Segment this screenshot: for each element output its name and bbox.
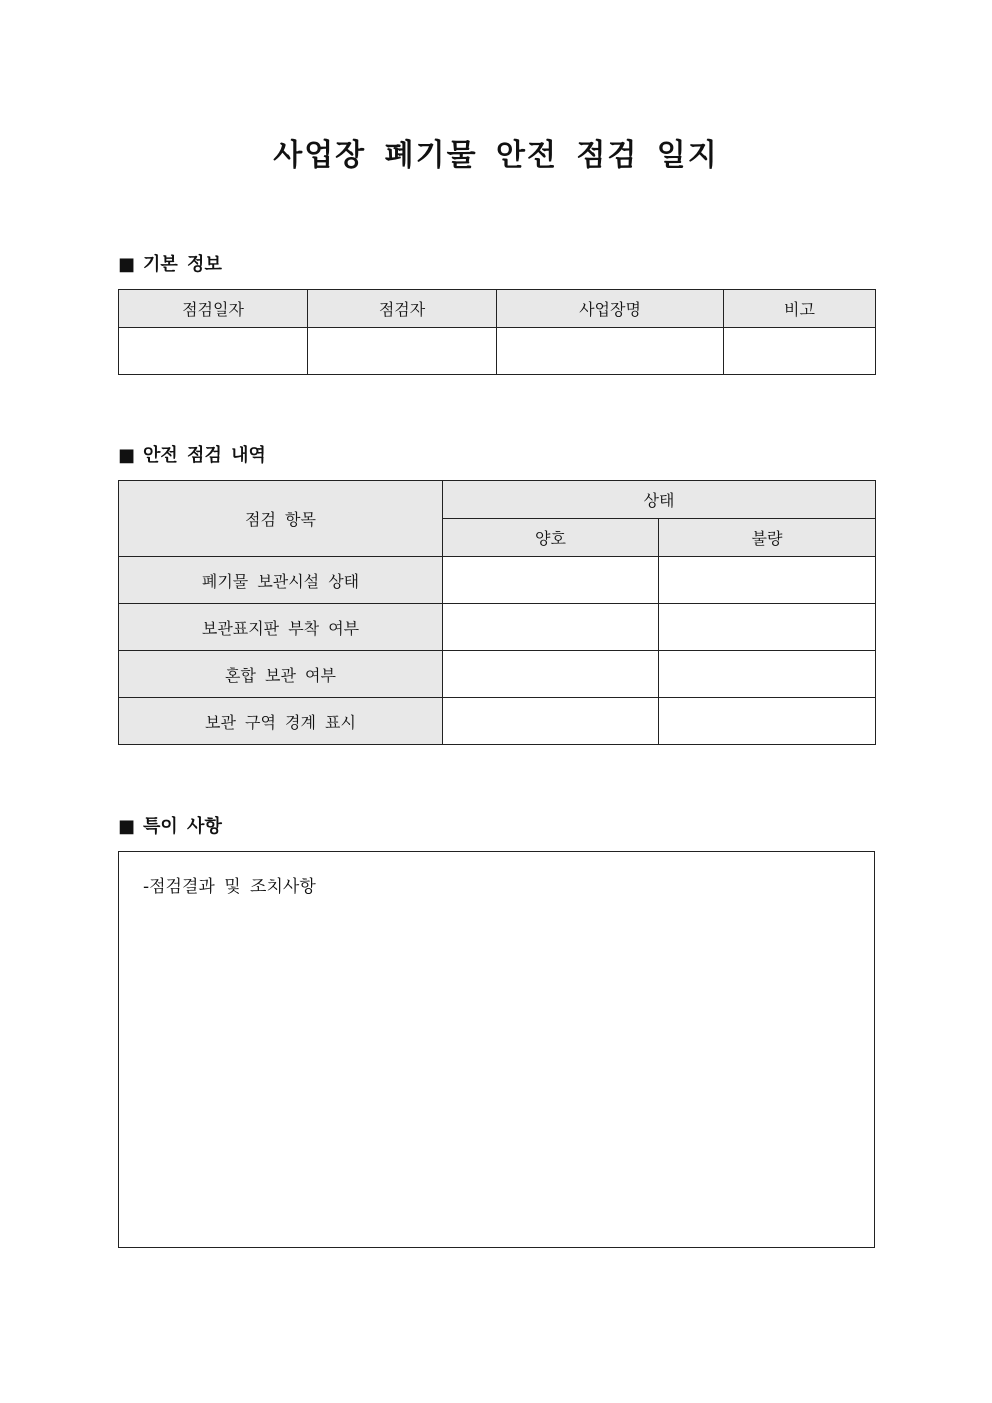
inspection-heading-text: 안전 점검 내역: [143, 445, 266, 466]
table-row: [119, 557, 876, 604]
square-bullet-icon: ■: [118, 816, 136, 837]
table-row: [119, 604, 876, 651]
basic-info-value-row: [119, 328, 876, 375]
inspection-item-label: 보관 구역 경계 표시: [119, 698, 443, 745]
basic-info-heading: [118, 253, 222, 277]
status-bad-cell[interactable]: [659, 651, 876, 698]
inspection-header-row: [119, 481, 876, 519]
inspection-date-field[interactable]: [119, 328, 308, 375]
header-inspector: 점검자: [308, 290, 497, 328]
notes-text: -점검결과 및 조치사항: [143, 877, 316, 897]
remarks-field[interactable]: [724, 328, 876, 375]
inspection-item-label: 혼합 보관 여부: [119, 651, 443, 698]
header-status-good: 양호: [443, 519, 659, 557]
notes-textarea[interactable]: [118, 851, 875, 1248]
status-good-cell[interactable]: [443, 557, 659, 604]
table-row: [119, 651, 876, 698]
status-good-cell[interactable]: [443, 698, 659, 745]
status-bad-cell[interactable]: [659, 557, 876, 604]
square-bullet-icon: ■: [118, 254, 136, 275]
inspection-table: [118, 480, 876, 745]
status-good-cell[interactable]: [443, 651, 659, 698]
square-bullet-icon: ■: [118, 445, 136, 466]
notes-heading: [118, 815, 222, 839]
header-inspection-item: 점검 항목: [119, 481, 443, 557]
header-remarks: 비고: [724, 290, 876, 328]
basic-info-table: [118, 289, 876, 375]
header-status: 상태: [443, 481, 876, 519]
table-row: [119, 698, 876, 745]
status-good-cell[interactable]: [443, 604, 659, 651]
header-status-bad: 불량: [659, 519, 876, 557]
page-title: 사업장 폐기물 안전 점검 일지: [273, 138, 719, 173]
site-name-field[interactable]: [497, 328, 724, 375]
header-site-name: 사업장명: [497, 290, 724, 328]
basic-info-header-row: [119, 290, 876, 328]
status-bad-cell[interactable]: [659, 698, 876, 745]
notes-heading-text: 특이 사항: [143, 816, 222, 837]
basic-info-heading-text: 기본 정보: [143, 254, 222, 275]
header-inspection-date: 점검일자: [119, 290, 308, 328]
inspection-item-label: 보관표지판 부착 여부: [119, 604, 443, 651]
inspection-heading: [118, 444, 266, 468]
status-bad-cell[interactable]: [659, 604, 876, 651]
inspection-item-label: 폐기물 보관시설 상태: [119, 557, 443, 604]
inspector-field[interactable]: [308, 328, 497, 375]
